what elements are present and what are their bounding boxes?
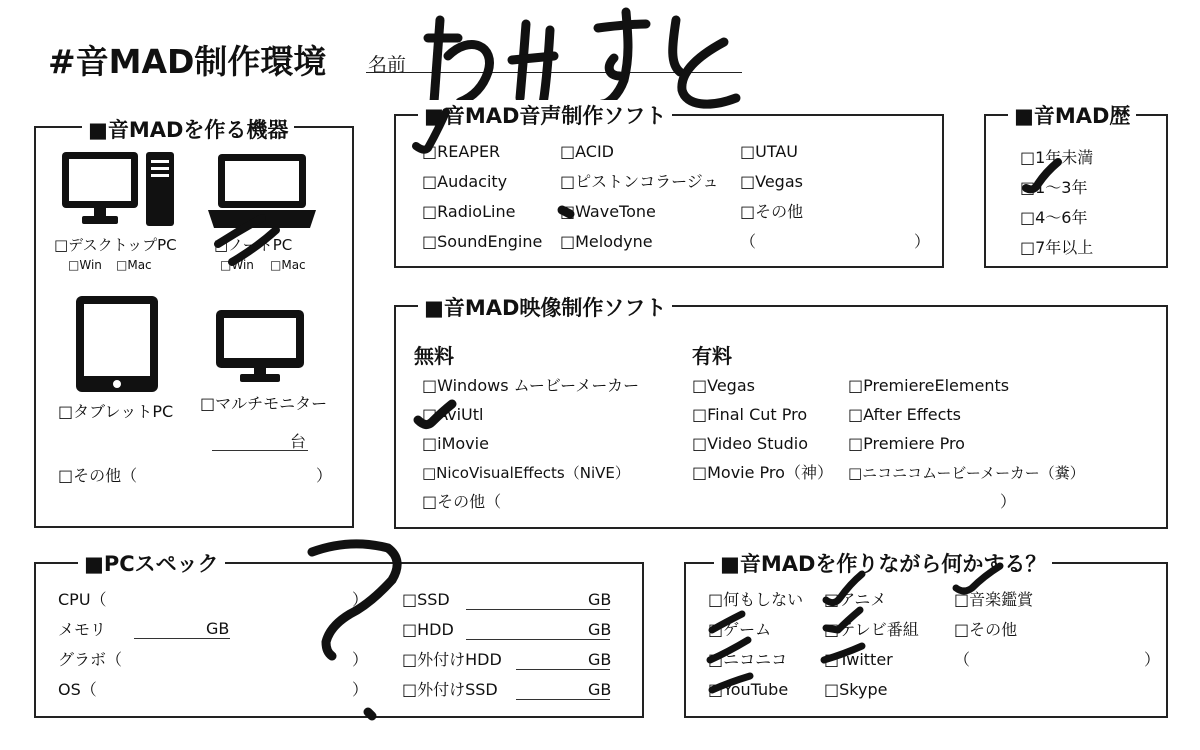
pc-ext-hdd-option[interactable]: □外付けHDD xyxy=(402,650,502,669)
devices-other-option[interactable]: □その他（ xyxy=(58,466,138,485)
pc-spec-box xyxy=(34,562,644,718)
pc-hdd-unit: GB xyxy=(588,620,612,639)
audio-legend: ■音MAD音声制作ソフト xyxy=(418,100,672,130)
audio-option-other[interactable]: □その他 xyxy=(740,202,804,221)
name-label: 名前 xyxy=(368,54,407,76)
audio-other-open: （ xyxy=(740,232,757,251)
video-option-videostudio[interactable]: □Video Studio xyxy=(692,434,808,453)
laptop-mac-option[interactable]: □Mac xyxy=(270,258,306,272)
audio-option-reaper[interactable]: □REAPER xyxy=(422,142,501,161)
audio-option-vegas[interactable]: □Vegas xyxy=(740,172,803,191)
video-option-vegas[interactable]: □Vegas xyxy=(692,376,755,395)
video-option-fcp[interactable]: □Final Cut Pro xyxy=(692,405,808,424)
pc-ssd-option[interactable]: □SSD xyxy=(402,590,450,609)
audio-other-close: ） xyxy=(914,232,931,251)
desktop-win-option[interactable]: □Win xyxy=(68,258,102,272)
video-option-moviepro[interactable]: □Movie Pro（神） xyxy=(692,463,833,482)
laptop-option[interactable]: □ノートPC xyxy=(214,236,293,254)
audio-option-audacity[interactable]: □Audacity xyxy=(422,172,508,191)
video-option-nico-movie-maker[interactable]: □ニコニコムービーメーカー（糞） xyxy=(848,464,1085,482)
audio-option-utau[interactable]: □UTAU xyxy=(740,142,799,161)
tablet-icon xyxy=(76,296,160,394)
doing-legend: ■音MADを作りながら何かする？ xyxy=(714,548,1052,578)
video-option-premiere-pro[interactable]: □Premiere Pro xyxy=(848,434,965,453)
audio-option-soundengine[interactable]: □SoundEngine xyxy=(422,232,543,251)
doing-option-anime[interactable]: □アニメ xyxy=(824,590,887,609)
pc-gpu-close: ） xyxy=(352,650,369,669)
video-option-other[interactable]: □その他（ xyxy=(422,492,502,511)
desktop-pc-option[interactable]: □デスクトップPC xyxy=(54,236,177,254)
pc-ext-hdd-unit: GB xyxy=(588,650,612,669)
video-option-premiere-elements[interactable]: □PremiereElements xyxy=(848,376,1010,395)
devices-legend: ■音MADを作る機器 xyxy=(82,114,294,144)
monitor-icon xyxy=(216,310,306,384)
desktop-pc-icon xyxy=(62,150,178,230)
pc-cpu-label: CPU（ xyxy=(58,590,107,609)
history-legend: ■音MAD歴 xyxy=(1008,100,1136,130)
audio-option-wavetone[interactable]: □WaveTone xyxy=(560,202,656,221)
doing-option-other[interactable]: □その他 xyxy=(954,620,1018,639)
audio-option-radioline[interactable]: □RadioLine xyxy=(422,202,516,221)
video-option-after-effects[interactable]: □After Effects xyxy=(848,405,962,424)
pc-gpu-label: グラボ（ xyxy=(58,650,123,669)
pc-ext-ssd-option[interactable]: □外付けSSD xyxy=(402,680,498,699)
doing-option-twitter[interactable]: □Twitter xyxy=(824,650,893,669)
video-free-heading: 無料 xyxy=(414,344,454,368)
page-title: #音MAD制作環境 xyxy=(48,42,327,81)
video-legend: ■音MAD映像制作ソフト xyxy=(418,292,672,322)
video-paid-heading: 有料 xyxy=(692,344,732,368)
tablet-option[interactable]: □タブレットPC xyxy=(58,402,174,421)
pc-memory-unit: GB xyxy=(206,619,230,638)
laptop-icon xyxy=(206,152,318,232)
doing-option-niconico[interactable]: □ニコニコ xyxy=(708,650,788,669)
video-option-aviutl[interactable]: □AviUtl xyxy=(422,405,484,424)
doing-option-skype[interactable]: □Skype xyxy=(824,680,888,699)
doing-other-open: （ xyxy=(954,650,971,669)
pc-cpu-close: ） xyxy=(352,590,369,609)
audio-option-acid[interactable]: □ACID xyxy=(560,142,614,161)
history-option-7-plus[interactable]: □7年以上 xyxy=(1020,238,1094,257)
video-other-close: ） xyxy=(1000,492,1017,511)
pc-os-close: ） xyxy=(352,680,369,699)
doing-other-close: ） xyxy=(1144,650,1161,669)
doing-option-tv[interactable]: □テレビ番組 xyxy=(824,620,919,639)
audio-option-melodyne[interactable]: □Melodyne xyxy=(560,232,653,251)
pc-memory-label: メモリ xyxy=(58,620,107,639)
pc-os-label: OS（ xyxy=(58,680,97,699)
pc-spec-legend: ■PCスペック xyxy=(78,548,225,578)
doing-option-nothing[interactable]: □何もしない xyxy=(708,590,804,609)
video-option-wmm[interactable]: □Windows ムービーメーカー xyxy=(422,376,640,395)
audio-option-piston[interactable]: □ピストンコラージュ xyxy=(560,172,719,191)
video-option-imovie[interactable]: □iMovie xyxy=(422,434,489,453)
history-option-1-3[interactable]: □1～3年 xyxy=(1020,178,1088,197)
doing-option-game[interactable]: □ゲーム xyxy=(708,620,772,639)
devices-other-close: ） xyxy=(316,466,333,485)
doing-option-music[interactable]: □音楽鑑賞 xyxy=(954,590,1034,609)
history-option-under-1[interactable]: □1年未満 xyxy=(1020,148,1094,167)
pc-ext-ssd-unit: GB xyxy=(588,680,612,699)
laptop-win-option[interactable]: □Win xyxy=(220,258,254,272)
multi-monitor-option[interactable]: □マルチモニター xyxy=(200,394,328,413)
monitor-unit: 台 xyxy=(290,432,307,451)
history-option-4-6[interactable]: □4～6年 xyxy=(1020,208,1088,227)
video-option-nive[interactable]: □NicoVisualEffects（NiVE） xyxy=(422,464,630,482)
doing-option-youtube[interactable]: □YouTube xyxy=(708,680,789,699)
pc-hdd-option[interactable]: □HDD xyxy=(402,620,454,639)
pc-ssd-unit: GB xyxy=(588,590,612,609)
desktop-mac-option[interactable]: □Mac xyxy=(116,258,152,272)
